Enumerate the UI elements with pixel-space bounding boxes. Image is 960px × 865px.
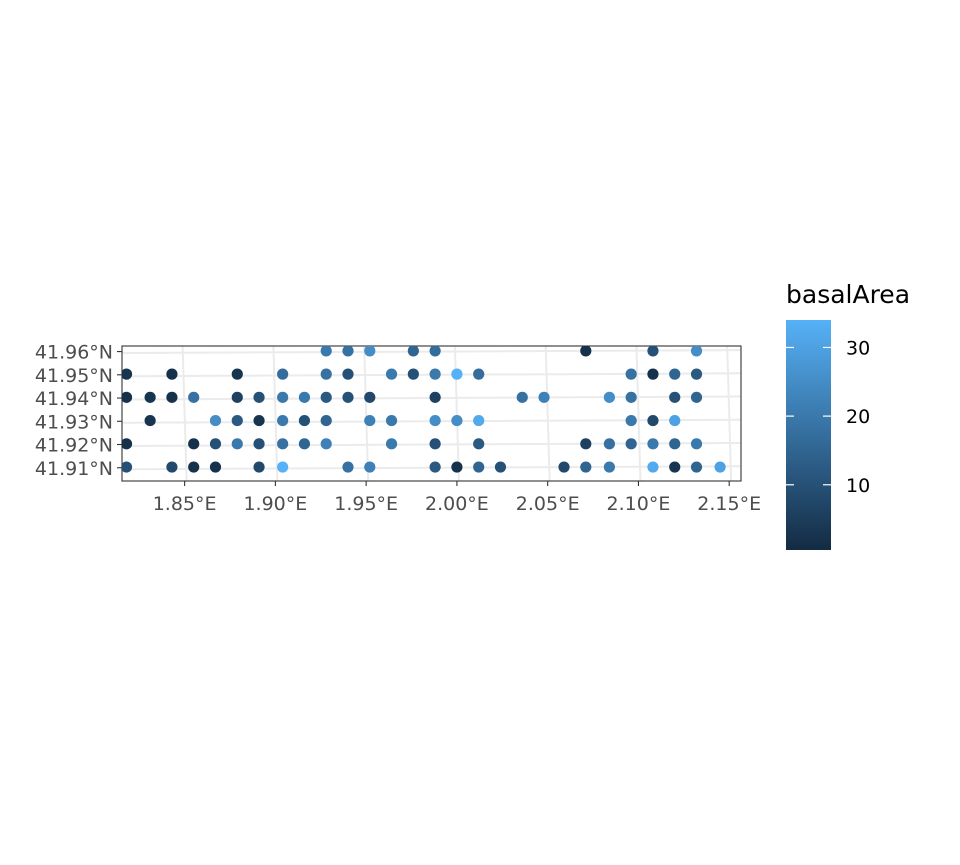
data-point [626, 415, 637, 426]
data-point [517, 392, 528, 403]
data-point [408, 485, 419, 496]
data-point [451, 415, 462, 426]
data-point [647, 415, 658, 426]
data-point [495, 461, 506, 472]
data-point [145, 415, 156, 426]
data-point [669, 461, 680, 472]
data-point [277, 438, 288, 449]
data-point [626, 392, 637, 403]
data-point [321, 438, 332, 449]
data-point [451, 369, 462, 380]
data-point [210, 415, 221, 426]
data-point [166, 369, 177, 380]
data-point [473, 461, 484, 472]
data-point [691, 438, 702, 449]
data-point [669, 392, 680, 403]
data-point [299, 415, 310, 426]
data-point [430, 345, 441, 356]
data-point [342, 369, 353, 380]
data-point [580, 461, 591, 472]
data-point [647, 438, 658, 449]
data-point [580, 438, 591, 449]
data-point [626, 369, 637, 380]
data-point [232, 415, 243, 426]
legend [786, 280, 910, 550]
data-point [210, 461, 221, 472]
x-tick-label: 2.05°E [515, 493, 580, 515]
data-point [342, 392, 353, 403]
colorbar-tick-label: 30 [846, 337, 871, 360]
data-point [669, 415, 680, 426]
data-point [715, 461, 726, 472]
x-gridline [546, 346, 550, 481]
x-gridline [364, 346, 368, 481]
data-point [364, 392, 375, 403]
colorbar-tick-label: 10 [846, 474, 871, 497]
data-point [321, 345, 332, 356]
x-tick-label: 2.15°E [697, 493, 762, 515]
data-point [166, 392, 177, 403]
data-point [386, 438, 397, 449]
data-point [691, 461, 702, 472]
data-point [408, 369, 419, 380]
x-tick-label: 1.95°E [334, 493, 399, 515]
data-point [386, 415, 397, 426]
data-point [321, 485, 332, 496]
data-point [408, 345, 419, 356]
gridlines [122, 346, 741, 481]
data-point [321, 415, 332, 426]
data-point [386, 369, 397, 380]
data-point [277, 461, 288, 472]
data-point [121, 392, 132, 403]
legend-title: basalArea [786, 280, 911, 309]
data-point [121, 438, 132, 449]
x-gridline [183, 346, 187, 481]
data-point [121, 461, 132, 472]
x-tick-label: 2.00°E [425, 493, 489, 515]
data-point [121, 369, 132, 380]
data-point [253, 415, 264, 426]
x-tick-label: 2.10°E [606, 493, 671, 515]
y-tick-label: 41.94°N [34, 388, 113, 411]
data-point [277, 392, 288, 403]
x-gridline [455, 346, 459, 481]
data-point [342, 461, 353, 472]
data-point [430, 369, 441, 380]
y-tick-label: 41.92°N [34, 434, 113, 457]
x-tick-label: 1.85°E [152, 493, 217, 515]
colorbar [786, 320, 831, 550]
data-point [451, 461, 462, 472]
data-point [277, 415, 288, 426]
data-point [210, 438, 221, 449]
data-point [430, 415, 441, 426]
y-tick-label: 41.95°N [34, 364, 113, 387]
data-point [253, 438, 264, 449]
data-point [647, 345, 658, 356]
data-point [145, 392, 156, 403]
y-tick-label: 41.96°N [34, 341, 113, 364]
data-point [232, 392, 243, 403]
data-point [321, 392, 332, 403]
data-point [538, 392, 549, 403]
data-point [430, 461, 441, 472]
data-point [430, 392, 441, 403]
data-point [188, 438, 199, 449]
data-point [321, 369, 332, 380]
plot-panel-border [122, 346, 741, 481]
x-axis [153, 481, 761, 515]
data-point [580, 345, 591, 356]
data-point [299, 438, 310, 449]
data-point [495, 485, 506, 496]
data-point [188, 392, 199, 403]
data-point [364, 415, 375, 426]
data-point [253, 461, 264, 472]
data-point [473, 438, 484, 449]
x-gridline [727, 346, 731, 481]
data-point [691, 369, 702, 380]
data-point [473, 369, 484, 380]
colorbar-tick-label: 20 [846, 406, 871, 429]
data-point [604, 461, 615, 472]
y-axis [35, 342, 122, 480]
data-point [299, 392, 310, 403]
x-tick-label: 1.90°E [243, 493, 308, 515]
data-point [430, 438, 441, 449]
data-point [604, 438, 615, 449]
data-point [188, 461, 199, 472]
data-point [232, 438, 243, 449]
y-tick-label: 41.91°N [34, 457, 113, 480]
data-point [604, 392, 615, 403]
x-gridline [273, 346, 277, 481]
data-point [669, 438, 680, 449]
data-point [277, 369, 288, 380]
data-point [232, 369, 243, 380]
x-gridline [636, 346, 640, 481]
data-point [364, 461, 375, 472]
data-point [558, 461, 569, 472]
data-point [647, 369, 658, 380]
data-point [691, 392, 702, 403]
data-point [626, 438, 637, 449]
data-point [253, 392, 264, 403]
data-point [342, 345, 353, 356]
y-tick-label: 41.93°N [34, 411, 113, 434]
data-point [473, 415, 484, 426]
data-point [166, 461, 177, 472]
data-point [364, 345, 375, 356]
data-point [691, 345, 702, 356]
data-point [669, 369, 680, 380]
data-point [647, 461, 658, 472]
